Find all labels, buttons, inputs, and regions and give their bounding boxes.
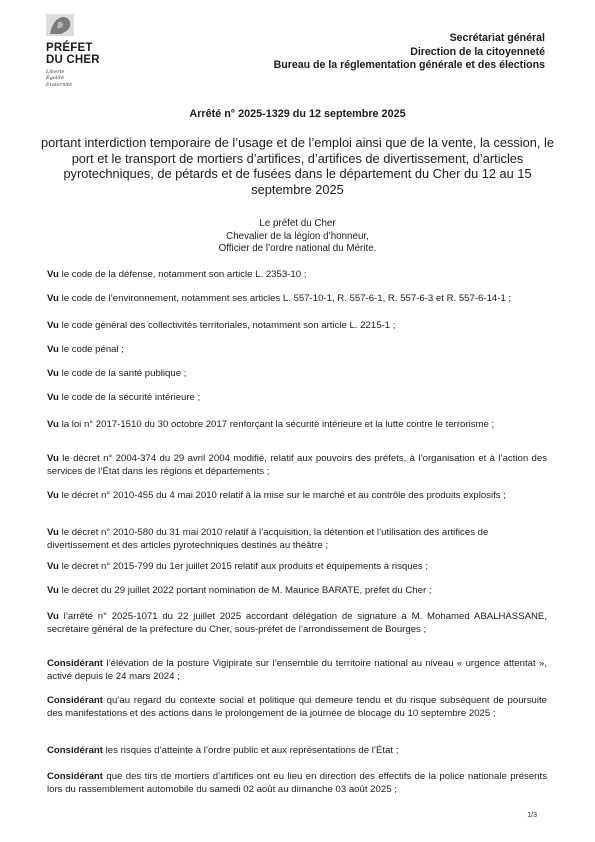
- visa-paragraph: Vu le code de la défense, notamment son article L. 2353-10 ;: [47, 269, 307, 280]
- considerant-paragraph: Considérant qu’au regard du contexte social et politique qui demeure tendu et du risque subséquent de poursuite des manifestations et des actions dans le prolongement de la journée de blocage du 10 septembre 2025 ;: [47, 695, 547, 719]
- header-bureau: Bureau de la réglementation générale et des élections: [273, 59, 545, 72]
- motto-egalite: Égalité: [46, 75, 64, 82]
- visa-paragraph: Vu l’arrêté n° 2025-1071 du 22 juillet 2025 accordant délégation de signature à M. Mohamed ABALHASSANE, secrétaire général de la préfecture du Cher, sous-préfet de l’arrondissement de Bourges ;: [47, 611, 547, 635]
- authority-line1: Le préfet du Cher: [259, 218, 336, 229]
- header-direction: Direction de la citoyenneté: [410, 45, 545, 58]
- visa-paragraph: Vu le décret n° 2010-580 du 31 mai 2010 relatif à l’acquisition, la détention et l’utilisation des artifices de divertissement et des articles pyrotechniques destinés au théâtre ;: [47, 527, 489, 551]
- authority-block: [0, 218, 595, 256]
- prefet-logo: [46, 14, 126, 88]
- visa-paragraph: Vu le décret n° 2010-455 du 4 mai 2010 relatif à la mise sur le marché et au contrôle des produits explosifs ;: [47, 490, 506, 501]
- logo-line2: DU CHER: [46, 53, 100, 66]
- visa-paragraph: Vu le décret n° 2004-374 du 29 avril 2004 modifié, relatif aux pouvoirs des préfets, à l’organisation et à l’action des services de l’État dans les régions et départements ;: [47, 453, 547, 477]
- visa-paragraph: Vu le code de la sécurité intérieure ;: [47, 392, 201, 403]
- visa-paragraph: Vu le décret n° 2015-799 du 1er juillet 2015 relatif aux produits et équipements à risques ;: [47, 561, 429, 572]
- considerant-paragraph: Considérant que des tirs de mortiers d’artifices ont eu lieu en direction des effectifs de la police nationale présents lors du rassemblement automobile du samedi 02 août au dimanche 03 août 2025 ;: [47, 771, 547, 795]
- document-title: Arrêté n° 2025-1329 du 12 septembre 2025: [189, 108, 406, 120]
- issuing-office-header: [274, 32, 545, 73]
- visa-paragraph: Vu le code général des collectivités territoriales, notamment son article L. 2215-1 ;: [47, 320, 396, 331]
- motto-liberte: Liberté: [46, 69, 65, 75]
- visa-paragraph: Vu le code de l’environnement, notamment ses articles L. 557-10-1, R. 557-6-1, R. 557-6-3 et R. 557-6-14-1 ;: [47, 293, 512, 304]
- marianne-icon: [46, 14, 74, 36]
- page-number: 1/3: [527, 812, 537, 819]
- motto-fraternite: Fraternité: [46, 81, 72, 88]
- visa-paragraph: Vu le code de la santé publique ;: [47, 368, 187, 379]
- authority-line3: Officier de l’ordre national du Mérite.: [218, 243, 377, 255]
- visa-paragraph: Vu le décret du 29 juillet 2022 portant nomination de M. Maurice BARATE, préfet du Cher ;: [47, 585, 432, 596]
- considerant-paragraph: Considérant l’élévation de la posture Vigipirate sur l’ensemble du territoire national au niveau « urgence attentat », activé depuis le 24 mars 2024 ;: [47, 658, 547, 682]
- authority-line2: Chevalier de la légion d’honneur,: [226, 230, 369, 242]
- visa-paragraph: Vu le code pénal ;: [47, 344, 124, 355]
- visa-paragraph: Vu la loi n° 2017-1510 du 30 octobre 2017 renforçant la sécurité intérieure et la lutte contre le terrorisme ;: [47, 419, 495, 430]
- republic-motto: [46, 69, 126, 88]
- document-subtitle: portant interdiction temporaire de l’usage et de l’emploi ainsi que de la vente, la cession, le port et le transport de mortiers d’artifices, d’artifices de divertissement, d’articles pyrotechniques, de pétards et de fusées dans le département du Cher du 12 au 15 septembre 2025: [41, 135, 554, 198]
- logo-line1: PRÉFET: [46, 42, 93, 54]
- considerant-paragraph: Considérant les risques d’atteinte à l’ordre public et aux représentations de l’État ;: [47, 745, 399, 756]
- header-secretariat: Secrétariat général: [449, 32, 545, 44]
